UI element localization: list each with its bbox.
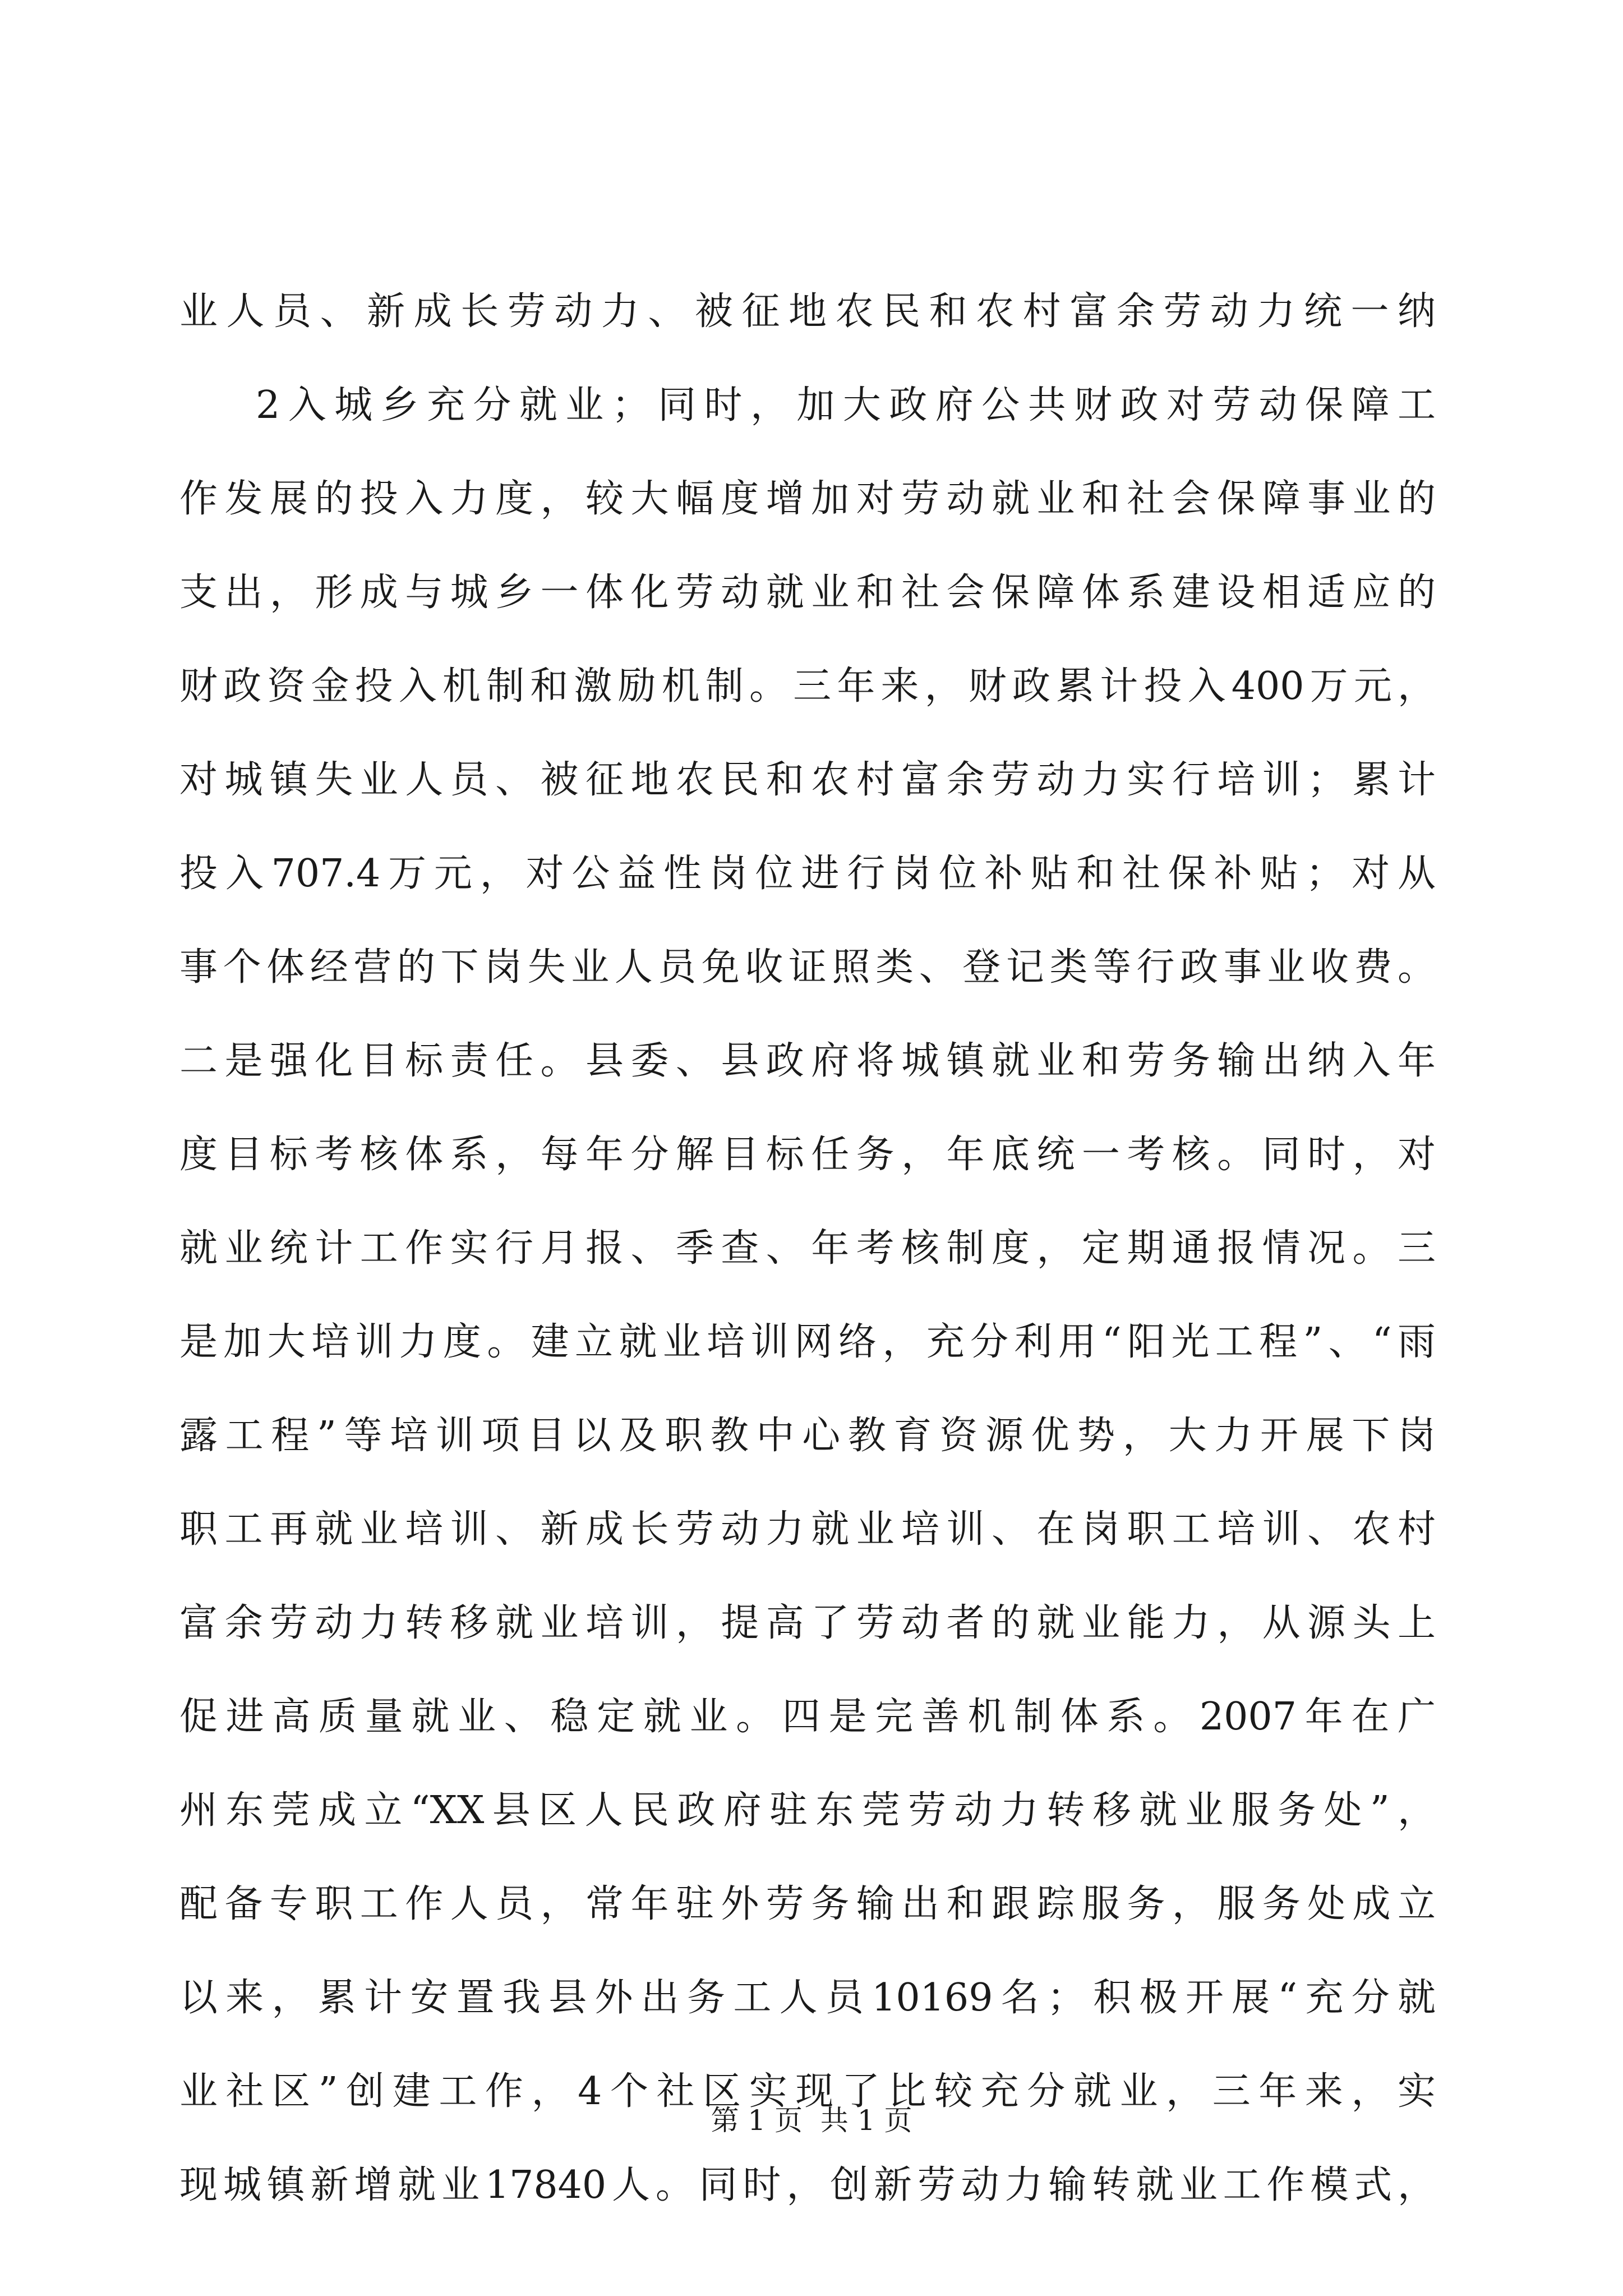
text-line: 促进高质量就业、稳定就业。四是完善机制体系。2007年在广 xyxy=(179,1695,1436,1739)
text-line: 富余劳动力转移就业培训，提高了劳动者的就业能力，从源头上 xyxy=(179,1601,1436,1645)
text-line: 业社区”创建工作，4个社区实现了比较充分就业，三年来，实 xyxy=(179,2069,1436,2114)
text-line: 配备专职工作人员，常年驻外劳务输出和跟踪服务，服务处成立 xyxy=(179,1882,1436,1926)
document-body xyxy=(179,265,1436,2232)
text-line: 州东莞成立“XX县区人民政府驻东莞劳动力转移就业服务处”， xyxy=(179,1788,1436,1833)
text-line: 度目标考核体系，每年分解目标任务，年底统一考核。同时，对 xyxy=(179,1133,1436,1177)
text-line: 就业统计工作实行月报、季查、年考核制度，定期通报情况。三 xyxy=(179,1226,1436,1271)
text-line: 事个体经营的下岗失业人员免收证照类、登记类等行政事业收费。 xyxy=(179,945,1436,990)
text-line: 支出，形成与城乡一体化劳动就业和社会保障体系建设相适应的 xyxy=(179,570,1436,615)
text-line: 露工程”等培训项目以及职教中心教育资源优势，大力开展下岗 xyxy=(179,1414,1436,1458)
text-line: 财政资金投入机制和激励机制。三年来，财政累计投入400万元， xyxy=(179,664,1436,708)
text-line: 现城镇新增就业17840人。同时，创新劳动力输转就业工作模式， xyxy=(179,2163,1436,2207)
text-line: 二是强化目标责任。县委、县政府将城镇就业和劳务输出纳入年 xyxy=(179,1039,1436,1083)
text-line: 作发展的投入力度，较大幅度增加对劳动就业和社会保障事业的 xyxy=(179,477,1436,521)
text-line: 职工再就业培训、新成长劳动力就业培训、在岗职工培训、农村 xyxy=(179,1507,1436,1552)
page-number-footer: 第 1 页 共 1 页 xyxy=(711,2104,912,2137)
text-line: 是加大培训力度。建立就业培训网络，充分利用“阳光工程”、“雨 xyxy=(179,1320,1436,1364)
text-line: 2入城乡充分就业；同时，加大政府公共财政对劳动保障工 xyxy=(256,383,1436,427)
text-line: 业人员、新成长劳动力、被征地农民和农村富余劳动力统一纳 xyxy=(179,289,1436,334)
text-line: 投入707.4万元，对公益性岗位进行岗位补贴和社保补贴；对从 xyxy=(179,852,1436,896)
text-line: 以来，累计安置我县外出务工人员10169名；积极开展“充分就 xyxy=(179,1976,1436,2020)
text-line: 对城镇失业人员、被征地农民和农村富余劳动力实行培训；累计 xyxy=(179,758,1436,802)
